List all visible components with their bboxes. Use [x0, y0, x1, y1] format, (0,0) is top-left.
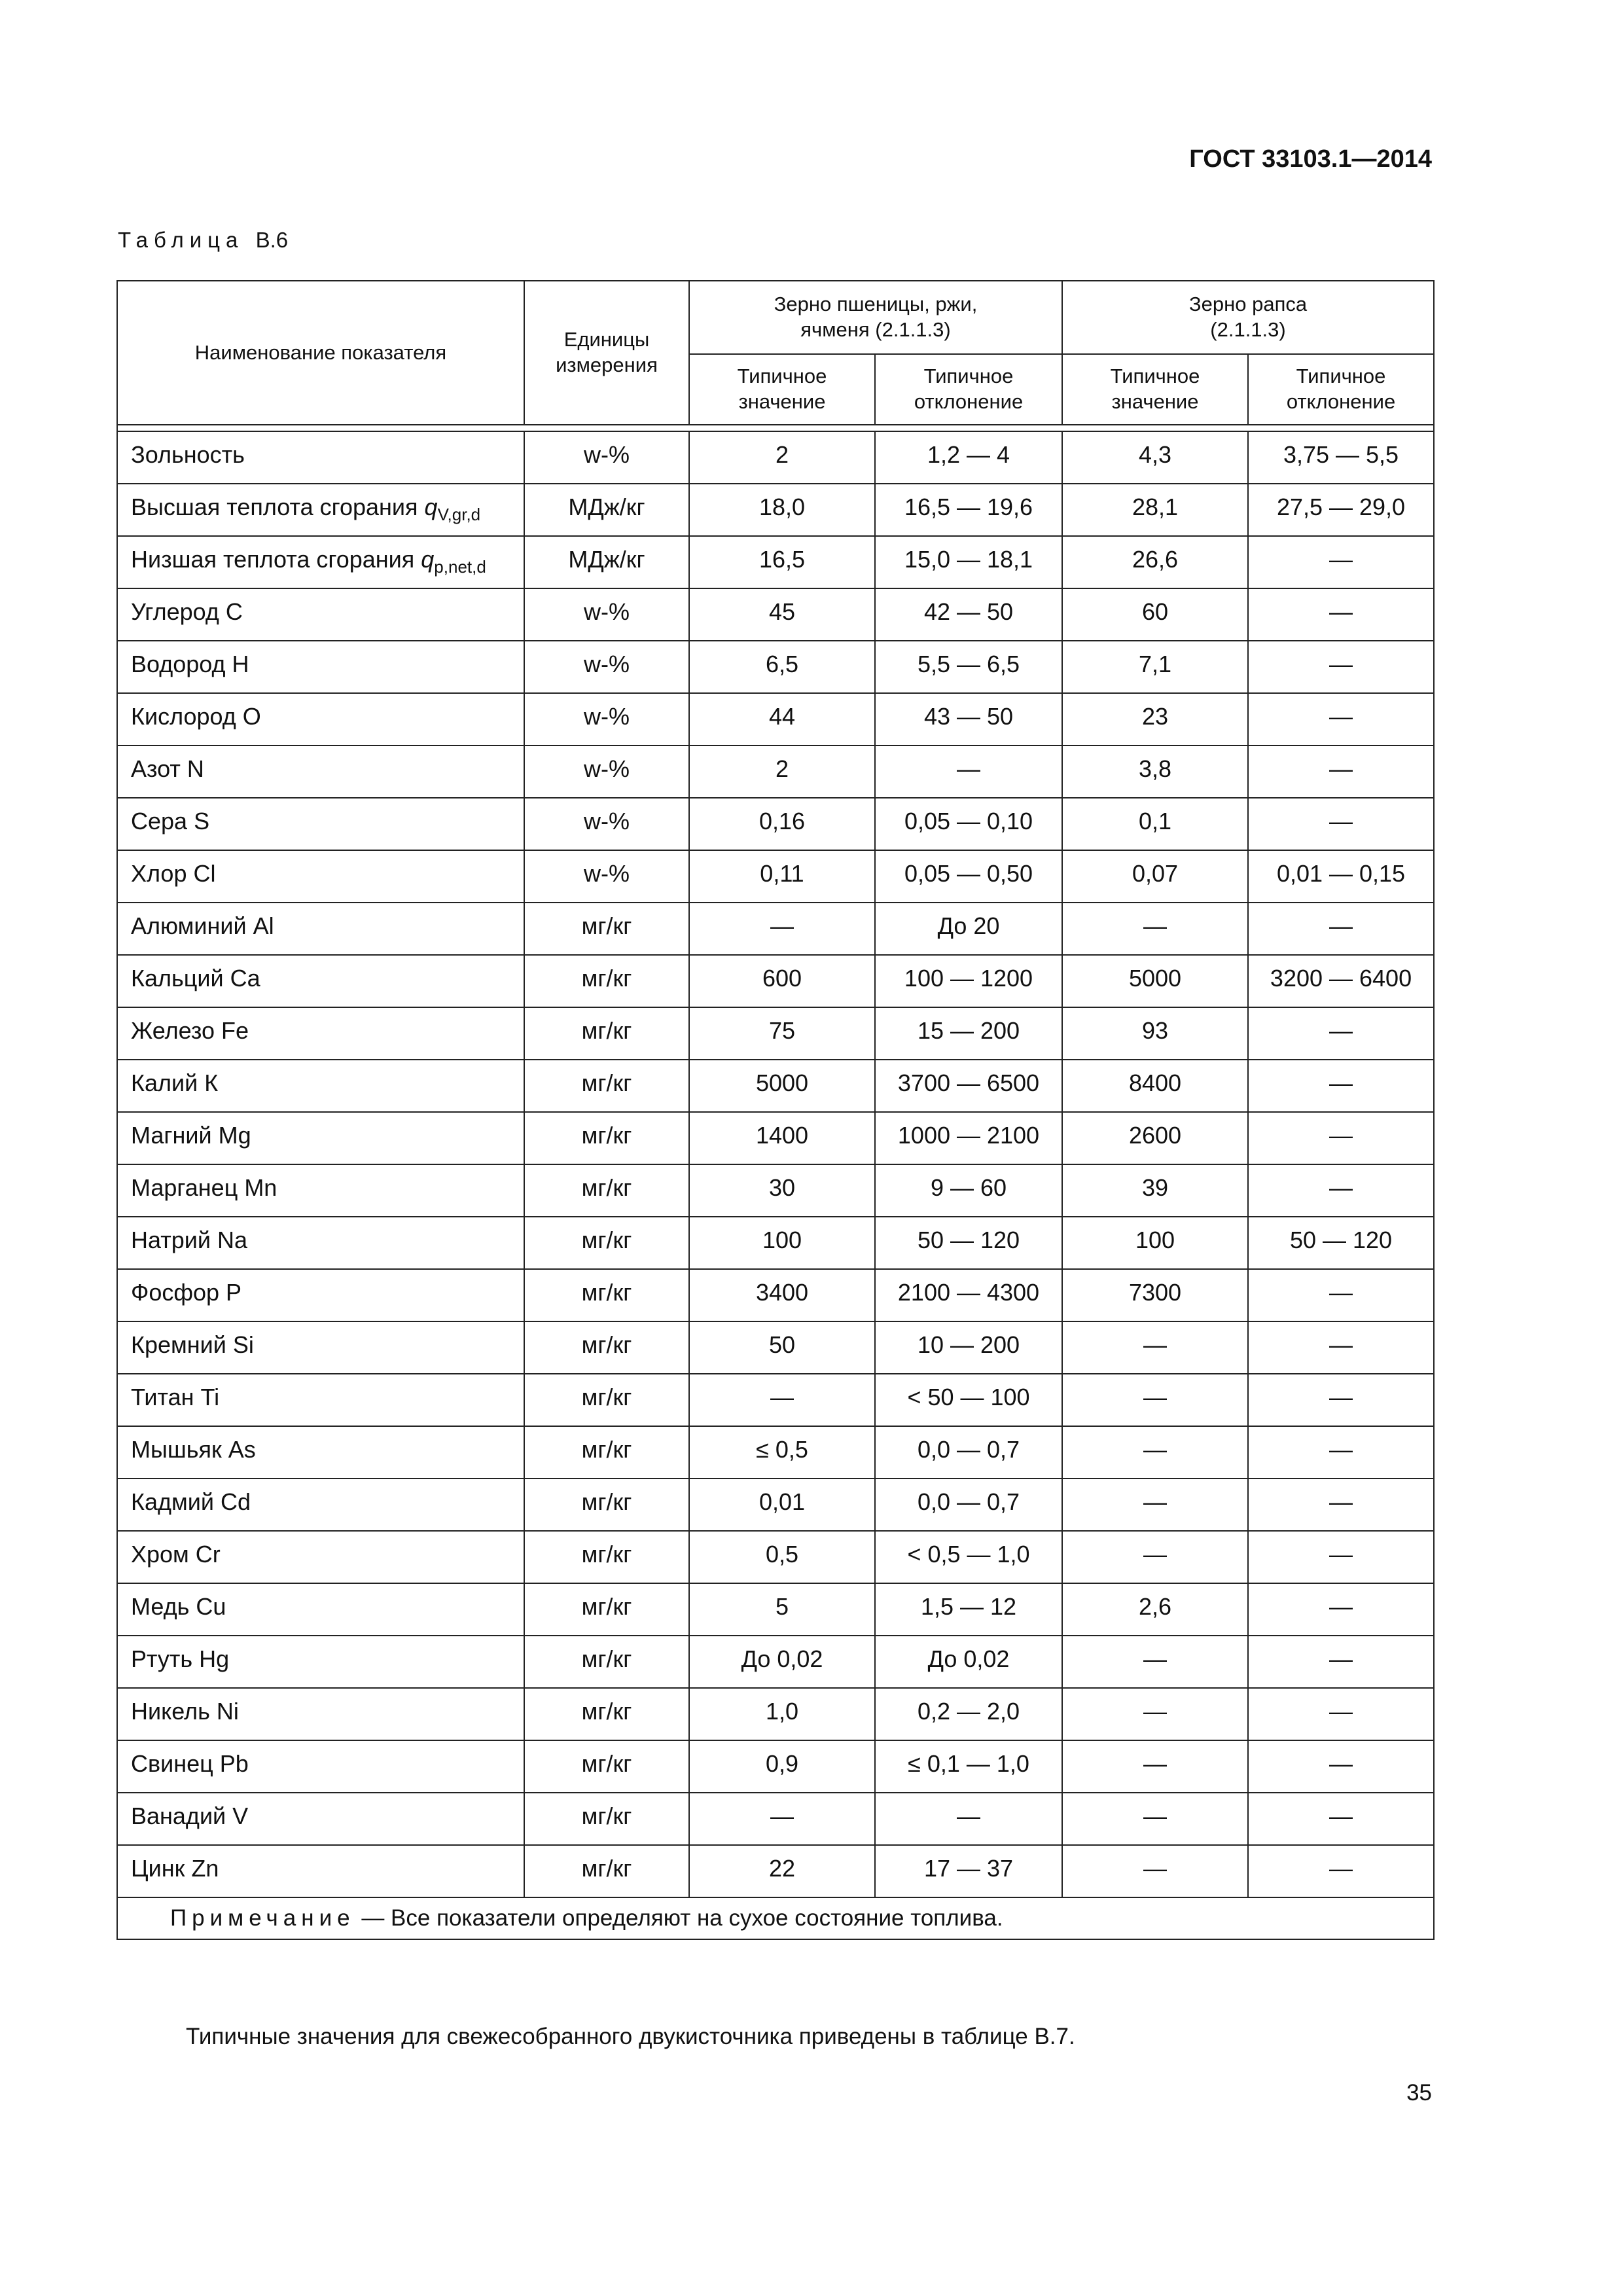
indicator-name: Фосфор P: [131, 1279, 242, 1306]
cell-rapeseed-value: 0,07: [1062, 850, 1248, 903]
symbol-q: q: [424, 493, 438, 520]
cell-grain-value: 5: [689, 1583, 875, 1636]
cell-unit: МДж/кг: [524, 484, 689, 536]
cell-unit: мг/кг: [524, 1531, 689, 1583]
cell-rapeseed-deviation: —: [1248, 1583, 1434, 1636]
table-row: [117, 850, 1434, 903]
cell-rapeseed-value: —: [1062, 1531, 1248, 1583]
table-row: [117, 536, 1434, 588]
cell-rapeseed-deviation: —: [1248, 1426, 1434, 1479]
indicator-name: Высшая теплота сгорания: [131, 493, 418, 520]
cell-grain-value: 0,9: [689, 1740, 875, 1793]
cell-grain-value: 30: [689, 1164, 875, 1217]
cell-indicator-name: [117, 484, 524, 536]
cell-indicator-name: [117, 850, 524, 903]
table-body: [117, 425, 1434, 1897]
cell-grain-value: —: [689, 903, 875, 955]
cell-rapeseed-value: —: [1062, 1793, 1248, 1845]
cell-rapeseed-value: —: [1062, 1479, 1248, 1531]
table-caption: [118, 228, 288, 253]
indicator-name: Сера S: [131, 808, 210, 834]
table-row: [117, 1269, 1434, 1321]
table-row: [117, 641, 1434, 693]
cell-grain-deviation: 0,2 — 2,0: [875, 1688, 1062, 1740]
cell-grain-deviation: 3700 — 6500: [875, 1060, 1062, 1112]
indicator-name: Натрий Na: [131, 1227, 247, 1253]
header-units: Единицы измерения: [524, 281, 689, 425]
cell-indicator-name: [117, 693, 524, 745]
table-row: [117, 1793, 1434, 1845]
cell-rapeseed-value: 2,6: [1062, 1583, 1248, 1636]
indicator-name: Ртуть Hg: [131, 1645, 230, 1672]
cell-unit: мг/кг: [524, 1636, 689, 1688]
header-typical-value: Типичное значение: [689, 354, 875, 425]
cell-rapeseed-deviation: 50 — 120: [1248, 1217, 1434, 1269]
header-typical-deviation: Типичное отклонение: [875, 354, 1062, 425]
table-row: [117, 1007, 1434, 1060]
cell-indicator-name: [117, 536, 524, 588]
cell-indicator-name: [117, 1845, 524, 1897]
table-row: [117, 1321, 1434, 1374]
table-row: [117, 1112, 1434, 1164]
indicator-name: Ванадий V: [131, 1803, 249, 1829]
cell-rapeseed-deviation: —: [1248, 903, 1434, 955]
cell-rapeseed-deviation: —: [1248, 1321, 1434, 1374]
cell-rapeseed-deviation: 27,5 — 29,0: [1248, 484, 1434, 536]
header-group-grain: Зерно пшеницы, ржи, ячменя (2.1.1.3): [689, 281, 1062, 354]
cell-unit: мг/кг: [524, 1164, 689, 1217]
cell-grain-value: 18,0: [689, 484, 875, 536]
cell-grain-deviation: 1,2 — 4: [875, 431, 1062, 484]
table-row: [117, 1060, 1434, 1112]
cell-grain-deviation: 100 — 1200: [875, 955, 1062, 1007]
header-group-rapeseed: Зерно рапса (2.1.1.3): [1062, 281, 1434, 354]
cell-unit: мг/кг: [524, 1269, 689, 1321]
cell-rapeseed-value: —: [1062, 1740, 1248, 1793]
cell-grain-value: —: [689, 1374, 875, 1426]
cell-unit: мг/кг: [524, 1740, 689, 1793]
indicator-name: Цинк Zn: [131, 1855, 219, 1882]
cell-grain-value: ≤ 0,5: [689, 1426, 875, 1479]
cell-indicator-name: [117, 1583, 524, 1636]
cell-grain-value: 16,5: [689, 536, 875, 588]
cell-grain-value: —: [689, 1793, 875, 1845]
cell-rapeseed-deviation: —: [1248, 1479, 1434, 1531]
cell-grain-deviation: 1000 — 2100: [875, 1112, 1062, 1164]
indicator-name: Мышьяк As: [131, 1436, 256, 1463]
cell-grain-value: 1400: [689, 1112, 875, 1164]
cell-unit: мг/кг: [524, 955, 689, 1007]
cell-grain-value: 0,01: [689, 1479, 875, 1531]
table-row: [117, 903, 1434, 955]
cell-unit: мг/кг: [524, 1374, 689, 1426]
cell-rapeseed-value: 28,1: [1062, 484, 1248, 536]
indicator-name: Марганец Mn: [131, 1174, 277, 1201]
cell-unit: мг/кг: [524, 1845, 689, 1897]
table-row: [117, 693, 1434, 745]
cell-grain-value: 0,11: [689, 850, 875, 903]
table-row: [117, 1217, 1434, 1269]
cell-grain-value: 22: [689, 1845, 875, 1897]
cell-rapeseed-value: 39: [1062, 1164, 1248, 1217]
cell-indicator-name: [117, 1112, 524, 1164]
header-typical-value: Типичное значение: [1062, 354, 1248, 425]
table-caption-label: Таблица: [118, 228, 244, 252]
table-row: [117, 1688, 1434, 1740]
cell-grain-deviation: —: [875, 1793, 1062, 1845]
cell-grain-value: 0,16: [689, 798, 875, 850]
cell-grain-deviation: До 0,02: [875, 1636, 1062, 1688]
cell-grain-value: 45: [689, 588, 875, 641]
table-row: [117, 1374, 1434, 1426]
cell-grain-value: 1,0: [689, 1688, 875, 1740]
cell-rapeseed-deviation: —: [1248, 536, 1434, 588]
cell-indicator-name: [117, 431, 524, 484]
cell-indicator-name: [117, 1740, 524, 1793]
indicator-name: Азот N: [131, 755, 204, 782]
cell-grain-value: 75: [689, 1007, 875, 1060]
cell-rapeseed-value: —: [1062, 1688, 1248, 1740]
cell-unit: мг/кг: [524, 1112, 689, 1164]
cell-grain-value: 3400: [689, 1269, 875, 1321]
cell-indicator-name: [117, 903, 524, 955]
cell-indicator-name: [117, 641, 524, 693]
cell-grain-value: 6,5: [689, 641, 875, 693]
table-row: [117, 1164, 1434, 1217]
cell-rapeseed-deviation: —: [1248, 588, 1434, 641]
table-row: [117, 431, 1434, 484]
cell-grain-deviation: 0,0 — 0,7: [875, 1479, 1062, 1531]
indicator-name: Магний Mg: [131, 1122, 251, 1149]
symbol-q: q: [421, 546, 435, 573]
cell-indicator-name: [117, 1269, 524, 1321]
table-row: [117, 588, 1434, 641]
indicator-name: Железо Fe: [131, 1017, 249, 1044]
table-row: [117, 745, 1434, 798]
cell-rapeseed-value: —: [1062, 903, 1248, 955]
cell-grain-value: 50: [689, 1321, 875, 1374]
cell-unit: w-%: [524, 745, 689, 798]
cell-unit: w-%: [524, 588, 689, 641]
cell-grain-value: 2: [689, 431, 875, 484]
cell-rapeseed-deviation: —: [1248, 1007, 1434, 1060]
cell-indicator-name: [117, 1374, 524, 1426]
cell-rapeseed-value: 93: [1062, 1007, 1248, 1060]
cell-indicator-name: [117, 588, 524, 641]
cell-indicator-name: [117, 798, 524, 850]
cell-rapeseed-deviation: —: [1248, 745, 1434, 798]
cell-grain-value: 5000: [689, 1060, 875, 1112]
table-note: [117, 1897, 1434, 1939]
cell-unit: мг/кг: [524, 1793, 689, 1845]
table-caption-number: В.6: [255, 228, 289, 252]
table-row: [117, 1531, 1434, 1583]
cell-rapeseed-deviation: 3200 — 6400: [1248, 955, 1434, 1007]
cell-grain-deviation: < 0,5 — 1,0: [875, 1531, 1062, 1583]
cell-grain-deviation: До 20: [875, 903, 1062, 955]
indicator-name: Хром Cr: [131, 1541, 221, 1568]
cell-unit: мг/кг: [524, 1426, 689, 1479]
cell-indicator-name: [117, 1321, 524, 1374]
cell-grain-deviation: 15 — 200: [875, 1007, 1062, 1060]
cell-indicator-name: [117, 955, 524, 1007]
table-row: [117, 1740, 1434, 1793]
indicator-name: Алюминий Al: [131, 912, 274, 939]
cell-indicator-name: [117, 1636, 524, 1688]
cell-rapeseed-deviation: 3,75 — 5,5: [1248, 431, 1434, 484]
data-table: [116, 280, 1435, 1940]
cell-grain-deviation: —: [875, 745, 1062, 798]
cell-rapeseed-value: 7,1: [1062, 641, 1248, 693]
cell-rapeseed-value: 8400: [1062, 1060, 1248, 1112]
cell-unit: МДж/кг: [524, 536, 689, 588]
cell-unit: w-%: [524, 431, 689, 484]
cell-unit: мг/кг: [524, 1583, 689, 1636]
cell-unit: мг/кг: [524, 1321, 689, 1374]
cell-rapeseed-value: —: [1062, 1845, 1248, 1897]
cell-grain-deviation: 1,5 — 12: [875, 1583, 1062, 1636]
table-row: [117, 1426, 1434, 1479]
cell-grain-deviation: 0,05 — 0,50: [875, 850, 1062, 903]
cell-rapeseed-value: 23: [1062, 693, 1248, 745]
indicator-name: Кремний Si: [131, 1331, 254, 1358]
symbol-subscript: V,gr,d: [437, 505, 481, 525]
cell-rapeseed-value: 7300: [1062, 1269, 1248, 1321]
cell-unit: мг/кг: [524, 1479, 689, 1531]
cell-rapeseed-deviation: —: [1248, 1636, 1434, 1688]
table-row: [117, 1479, 1434, 1531]
header-typical-deviation: Типичное отклонение: [1248, 354, 1434, 425]
indicator-name: Низшая теплота сгорания: [131, 546, 415, 573]
cell-rapeseed-deviation: —: [1248, 1688, 1434, 1740]
cell-grain-value: 100: [689, 1217, 875, 1269]
cell-grain-value: До 0,02: [689, 1636, 875, 1688]
cell-rapeseed-value: 100: [1062, 1217, 1248, 1269]
table-row: [117, 798, 1434, 850]
cell-grain-value: 0,5: [689, 1531, 875, 1583]
cell-rapeseed-deviation: —: [1248, 798, 1434, 850]
cell-rapeseed-value: 4,3: [1062, 431, 1248, 484]
indicator-name: Никель Ni: [131, 1698, 239, 1725]
cell-grain-deviation: 5,5 — 6,5: [875, 641, 1062, 693]
page-number: 35: [1406, 2080, 1432, 2106]
cell-unit: мг/кг: [524, 903, 689, 955]
cell-rapeseed-value: —: [1062, 1426, 1248, 1479]
cell-grain-deviation: 15,0 — 18,1: [875, 536, 1062, 588]
cell-indicator-name: [117, 1007, 524, 1060]
cell-grain-deviation: 50 — 120: [875, 1217, 1062, 1269]
cell-rapeseed-value: 2600: [1062, 1112, 1248, 1164]
indicator-name: Медь Cu: [131, 1593, 226, 1620]
cell-grain-deviation: 0,0 — 0,7: [875, 1426, 1062, 1479]
cell-grain-deviation: ≤ 0,1 — 1,0: [875, 1740, 1062, 1793]
cell-indicator-name: [117, 1793, 524, 1845]
cell-unit: w-%: [524, 641, 689, 693]
cell-rapeseed-value: 5000: [1062, 955, 1248, 1007]
cell-rapeseed-deviation: —: [1248, 1112, 1434, 1164]
cell-rapeseed-deviation: —: [1248, 1845, 1434, 1897]
table-row: [117, 955, 1434, 1007]
cell-rapeseed-deviation: —: [1248, 1164, 1434, 1217]
cell-grain-deviation: 9 — 60: [875, 1164, 1062, 1217]
cell-indicator-name: [117, 1217, 524, 1269]
table-row: [117, 484, 1434, 536]
cell-rapeseed-value: —: [1062, 1636, 1248, 1688]
indicator-name: Хлор Cl: [131, 860, 216, 887]
cell-rapeseed-deviation: —: [1248, 1374, 1434, 1426]
table-row: [117, 1583, 1434, 1636]
cell-indicator-name: [117, 745, 524, 798]
indicator-name: Углерод C: [131, 598, 243, 625]
cell-indicator-name: [117, 1688, 524, 1740]
cell-indicator-name: [117, 1164, 524, 1217]
standard-designation: ГОСТ 33103.1—2014: [1189, 145, 1432, 173]
reference-text: Типичные значения для свежесобранного двукисточника приведены в таблице В.7.: [186, 2024, 1075, 2049]
indicator-name: Калий К: [131, 1069, 219, 1096]
cell-grain-deviation: 17 — 37: [875, 1845, 1062, 1897]
cell-grain-deviation: 43 — 50: [875, 693, 1062, 745]
cell-unit: мг/кг: [524, 1007, 689, 1060]
cell-rapeseed-deviation: —: [1248, 693, 1434, 745]
cell-rapeseed-value: —: [1062, 1374, 1248, 1426]
cell-grain-deviation: 42 — 50: [875, 588, 1062, 641]
cell-rapeseed-value: 60: [1062, 588, 1248, 641]
cell-unit: мг/кг: [524, 1060, 689, 1112]
table-row: [117, 1845, 1434, 1897]
cell-rapeseed-deviation: —: [1248, 1793, 1434, 1845]
cell-rapeseed-deviation: —: [1248, 1531, 1434, 1583]
cell-grain-deviation: 0,05 — 0,10: [875, 798, 1062, 850]
cell-unit: w-%: [524, 798, 689, 850]
header-separator: [117, 425, 1434, 431]
indicator-name: Кислород O: [131, 703, 261, 730]
cell-rapeseed-value: 3,8: [1062, 745, 1248, 798]
cell-rapeseed-deviation: —: [1248, 1740, 1434, 1793]
cell-unit: w-%: [524, 850, 689, 903]
cell-grain-value: 2: [689, 745, 875, 798]
cell-indicator-name: [117, 1426, 524, 1479]
cell-grain-deviation: 16,5 — 19,6: [875, 484, 1062, 536]
cell-grain-value: 600: [689, 955, 875, 1007]
indicator-name: Зольность: [131, 441, 245, 468]
cell-unit: мг/кг: [524, 1688, 689, 1740]
table-row: [117, 1636, 1434, 1688]
cell-indicator-name: [117, 1060, 524, 1112]
cell-rapeseed-deviation: 0,01 — 0,15: [1248, 850, 1434, 903]
cell-grain-deviation: 10 — 200: [875, 1321, 1062, 1374]
cell-grain-value: 44: [689, 693, 875, 745]
cell-grain-deviation: < 50 — 100: [875, 1374, 1062, 1426]
cell-unit: мг/кг: [524, 1217, 689, 1269]
cell-rapeseed-value: 0,1: [1062, 798, 1248, 850]
cell-unit: w-%: [524, 693, 689, 745]
cell-rapeseed-deviation: —: [1248, 641, 1434, 693]
cell-rapeseed-deviation: —: [1248, 1269, 1434, 1321]
indicator-name: Свинец Pb: [131, 1750, 249, 1777]
cell-rapeseed-deviation: —: [1248, 1060, 1434, 1112]
cell-grain-deviation: 2100 — 4300: [875, 1269, 1062, 1321]
cell-indicator-name: [117, 1479, 524, 1531]
cell-rapeseed-value: 26,6: [1062, 536, 1248, 588]
indicator-name: Водород H: [131, 651, 249, 677]
header-name: Наименование показателя: [117, 281, 524, 425]
cell-rapeseed-value: —: [1062, 1321, 1248, 1374]
note-text: — Все показатели определяют на сухое состояние топлива.: [355, 1905, 1003, 1931]
indicator-name: Кадмий Cd: [131, 1488, 251, 1515]
cell-indicator-name: [117, 1531, 524, 1583]
note-label: Примечание: [170, 1905, 355, 1931]
indicator-name: Кальций Ca: [131, 965, 260, 992]
symbol-subscript: p,net,d: [434, 557, 486, 577]
indicator-name: Титан Ti: [131, 1384, 220, 1410]
